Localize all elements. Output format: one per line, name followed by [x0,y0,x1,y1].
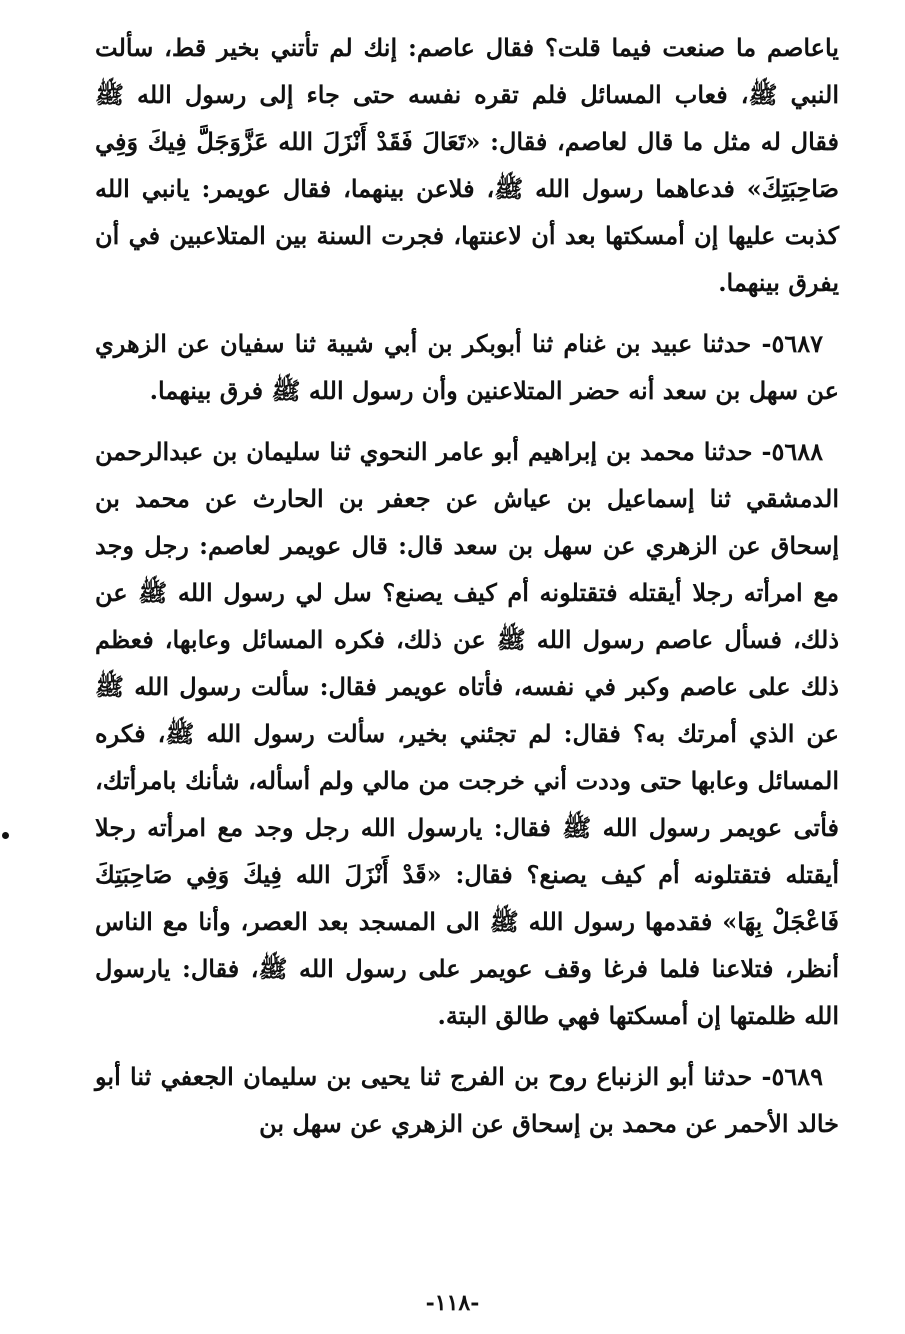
paragraph-continuation [95,24,839,306]
hadith-number: ٥٦٨٨- [761,437,824,466]
paragraph-text: حدثنا عبيد بن غنام ثنا أبوبكر بن أبي شيبة ثنا سفيان عن الزهري عن سهل بن سعد أنه حضر المتلاعنين وأن رسول الله ﷺ فرق بينهما. [95,329,839,405]
hadith-number: ٥٦٨٧- [761,329,823,358]
body-text [95,24,839,1161]
hadith-5688 [95,428,839,1039]
scan-speck [2,832,9,839]
page-number: -١١٨- [425,1290,480,1316]
paragraph-text: حدثنا محمد بن إبراهيم أبو عامر النحوي ثنا سليمان بن عبدالرحمن الدمشقي ثنا إسماعيل بن عياش عن جعفر بن الحارث عن محمد بن إسحاق عن الزهري عن سهل بن سعد قال: قال عويمر لعاصم: رجل وجد مع امرأته رجلا أيقتله فتقتلونه أم كيف يصنع؟ سل لي رسول الله ﷺ عن ذلك، فسأل عاصم رسول الله ﷺ عن ذلك، فكره المسائل وعابها، فعظم ذلك على عاصم وكبر في نفسه، فأتاه عويمر فقال: سألت رسول الله ﷺ عن الذي أمرتك به؟ فقال: لم تجئني بخير، سألت رسول الله ﷺ، فكره المسائل وعابها حتى وددت أني خرجت من مالي ولم أسأله، شأنك بامرأتك، فأتى عويمر رسول الله ﷺ فقال: يارسول الله رجل وجد مع امرأته رجلا أيقتله فتقتلونه أم كيف يصنع؟ فقال: «قَدْ أَنْزَلَ الله فِيكَ وَفِي صَاحِبَتِكَ فَاعْجَلْ بِهَا» فقدمها رسول الله ﷺ الى المسجد بعد العصر، وأنا مع الناس أنظر، فتلاعنا فلما فرغا وقف عويمر على رسول الله ﷺ، فقال: يارسول الله ظلمتها إن أمسكتها فهي طالق البتة. [95,437,839,1030]
hadith-5689 [95,1053,839,1147]
hadith-5687 [95,320,839,414]
paragraph-text: ياعاصم ما صنعت فيما قلت؟ فقال عاصم: إنك لم تأتني بخير قط، سألت النبي ﷺ، فعاب المسائل فلم تقره نفسه حتى جاء إلى رسول الله ﷺ فقال له مثل ما قال لعاصم، فقال: «تَعَالَ فَقَدْ أَنْزَلَ الله عَزَّوَجَلَّ فِيكَ وَفِي صَاحِبَتِكَ» فدعاهما رسول الله ﷺ، فلاعن بينهما، فقال عويمر: يانبي الله كذبت عليها إن أمسكتها بعد أن لاعنتها، فجرت السنة بين المتلاعبين في أن يفرق بينهما. [95,33,839,297]
paragraph-text: حدثنا أبو الزنباع روح بن الفرج ثنا يحيى بن سليمان الجعفي ثنا أبو خالد الأحمر عن محمد بن إسحاق عن الزهري عن سهل بن [95,1062,839,1138]
hadith-number: ٥٦٨٩- [761,1062,824,1091]
